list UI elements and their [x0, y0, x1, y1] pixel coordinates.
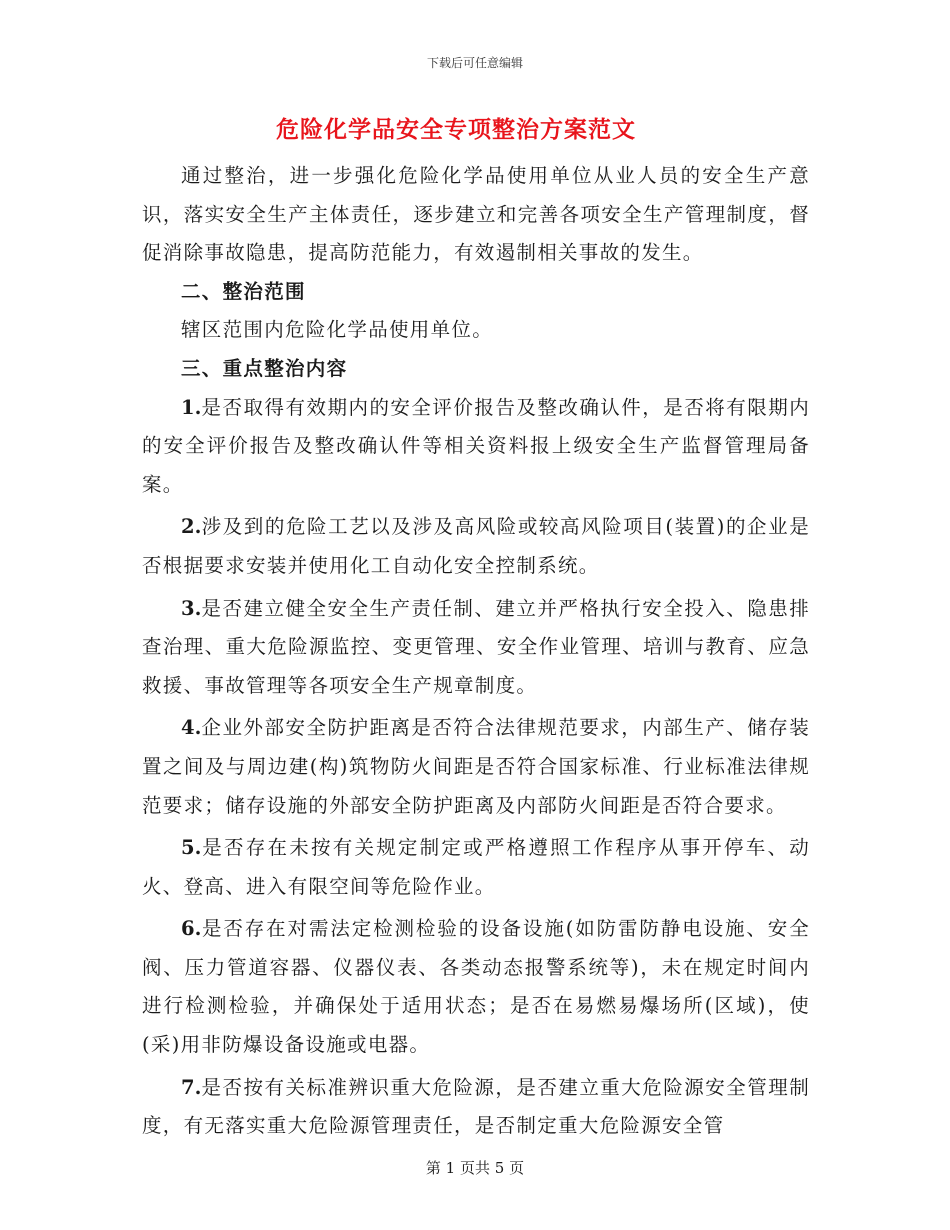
list-item-text: 是否取得有效期内的安全评价报告及整改确认件，是否将有限期内的安全评价报告及整改确认件等相关资料报上级安全生产监督管理局备案。	[142, 395, 810, 496]
scope-paragraph: 辖区范围内危险化学品使用单位。	[181, 318, 494, 342]
list-item-text: 是否按有关标准辨识重大危险源，是否建立重大危险源安全管理制度，有无落实重大危险源管理责任，是否制定重大危险源安全管	[142, 1075, 810, 1138]
list-item-text: 是否存在未按有关规定制定或严格遵照工作程序从事开停车、动火、登高、进入有限空间等危险作业。	[142, 836, 810, 898]
list-item-text: 企业外部安全防护距离是否符合法律规范要求，内部生产、储存装置之间及与周边建(构)筑物防火间距是否符合国家标准、行业标准法律规范要求；储存设施的外部安全防护距离及内部防火间距是否符合要求。	[142, 716, 810, 817]
list-item	[142, 508, 810, 585]
list-item-number: 4.	[181, 716, 202, 740]
intro-paragraph: 通过整治，进一步强化危险化学品使用单位从业人员的安全生产意识，落实安全生产主体责任，逐步建立和完善各项安全生产管理制度，督促消除事故隐患，提高防范能力，有效遏制相关事故的发生。	[142, 164, 810, 265]
list-item	[142, 829, 810, 906]
list-item	[142, 590, 810, 706]
list-item	[142, 910, 810, 1064]
list-item-number: 5.	[181, 836, 202, 860]
section-heading-key-content: 三、重点整治内容	[181, 356, 348, 380]
list-item	[142, 709, 810, 825]
list-item-number: 3.	[181, 596, 202, 620]
section-heading-scope: 二、整治范围	[181, 279, 306, 303]
list-item-text: 是否建立健全安全生产责任制、建立并严格执行安全投入、隐患排查治理、重大危险源监控、变更管理、安全作业管理、培训与教育、应急救援、事故管理等各项安全生产规章制度。	[142, 596, 810, 697]
list-item	[142, 1069, 810, 1146]
list-item	[142, 389, 810, 505]
page-header-note: 下载后可任意编辑	[426, 56, 523, 70]
page-number: 第 1 页共 5 页	[425, 1159, 525, 1177]
list-item-number: 2.	[181, 515, 202, 539]
list-item-number: 7.	[181, 1075, 202, 1099]
document-body	[142, 112, 810, 1146]
list-item-number: 6.	[181, 917, 202, 941]
document-title: 危险化学品安全专项整治方案范文	[276, 116, 636, 143]
list-item-text: 是否存在对需法定检测检验的设备设施(如防雷防静电设施、安全阀、压力管道容器、仪器仪表、各类动态报警系统等)，未在规定时间内进行检测检验，并确保处于适用状态；是否在易燃易爆场所(区域)，使(采)用非防爆设备设施或电器。	[142, 917, 810, 1057]
list-item-text: 涉及到的危险工艺以及涉及高风险或较高风险项目(装置)的企业是否根据要求安装并使用化工自动化安全控制系统。	[142, 515, 810, 577]
list-item-number: 1.	[181, 395, 202, 419]
